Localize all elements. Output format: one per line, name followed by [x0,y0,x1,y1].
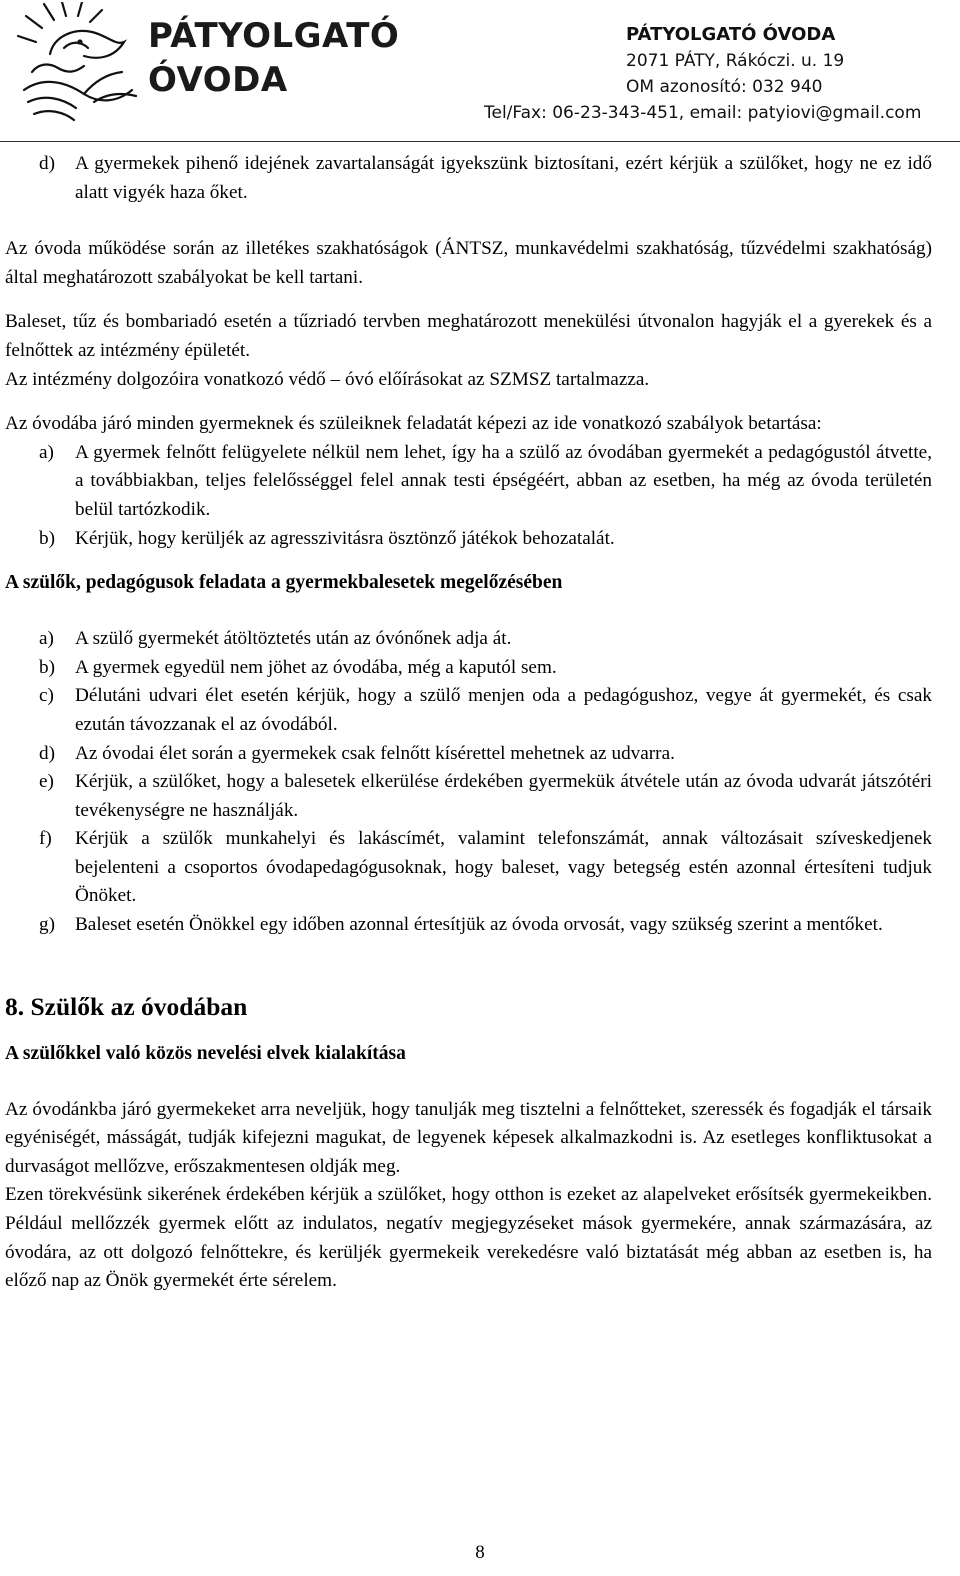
chapter-heading: 8. Szülők az óvodában [5,991,248,1021]
list-item-text: Baleset esetén Önökkel egy időben azonnal értesítjük az óvoda orvosát, vagy szükség szerint a mentőket. [75,914,883,936]
spacer [5,1024,932,1040]
logo-wordmark [148,14,399,102]
list-item-text: A szülő gyermekét átöltöztetés után az óvónőnek adja át. [75,628,512,650]
spacer [5,207,932,235]
document-body [5,150,932,1296]
spacer [5,1068,932,1096]
page-header [0,0,960,140]
contact-name: PÁTYOLGATÓ ÓVODA [626,24,836,45]
spacer [5,940,932,990]
list-item-label: d) [39,153,55,174]
list-item-text: Kérjük, a szülőket, hogy a balesetek elkerülése érdekében gyermekük átvétele után az óvoda udvarát játszótéri tevékenységre ne használják. [75,771,932,821]
contact-om-id: OM azonosító: 032 940 [626,77,823,97]
list-item [5,525,932,554]
paragraph-fire-drill: Baleset, tűz és bombariadó esetén a tűzriadó tervben meghatározott menekülési útvonalon hagyják el a gyerekek és a felnőttek az intézmény épületét. [5,311,932,361]
paragraph-principles-1: Az óvodánkba járó gyermekeket arra neveljük, hogy tanulják meg tisztelni a felnőtteket, szeressék és fogadják el társaik egyéniségét, másságát, tudják kifejezni magukat, de legyenek képesek alkalmazkodni is. Az esetleges konfliktusokat a durvaságot mellőzve, erőszakmentesen oldják meg. [5,1098,932,1177]
spacer [5,553,932,569]
list-item [5,682,932,739]
list-item-label: d) [39,742,55,764]
spacer [5,292,932,308]
list-item-label: b) [39,527,55,549]
list-item-text: A gyermek egyedül nem jöhet az óvodába, még a kaputól sem. [75,656,557,678]
list-item-label: c) [39,685,54,707]
list-item-text: Az óvodai élet során a gyermekek csak felnőtt kísérettel mehetnek az udvarra. [75,742,675,764]
list-item [5,911,932,940]
logo-line-1: PÁTYOLGATÓ [148,16,400,56]
list-item-text: A gyermek felnőtt felügyelete nélkül nem lehet, így ha a szülő az óvodában gyermekét a pedagógustól átvette, a továbbiakban, teljes felelősséggel felel annak testi épségéért, abban az esetben, ha még az óvoda területén belül tartózkodik. [75,441,932,520]
list-item-label: b) [39,656,55,678]
list-item-text: Kérjük, hogy kerüljék az agresszivitásra ösztönző játékok behozatalát. [75,527,615,549]
list-item-text: A gyermekek pihenő idejének zavartalanságát igyekszünk biztosítani, ezért kérjük a szülőket, hogy ne ez idő alatt vigyék haza őket. [75,153,932,203]
spacer [5,597,932,625]
section-heading-principles: A szülőkkel való közös nevelési elvek kialakítása [5,1042,406,1064]
list-item-text: Délutáni udvari élet esetén kérjük, hogy a szülő menjen oda a pedagógushoz, vegye át gyermekét, és csak ezután távozzanak el az óvodából. [75,685,932,735]
page-number: 8 [475,1542,485,1563]
list-item-label: a) [39,628,54,650]
contact-phone-email: Tel/Fax: 06-23-343-451, email: patyiovi@gmail.com [484,103,922,123]
section-heading-prevention: A szülők, pedagógusok feladata a gyermekbalesetek megelőzésében [5,572,563,594]
list-item-label: g) [39,914,55,936]
spacer [5,394,932,410]
list-item [5,740,932,769]
list-item [5,439,932,525]
paragraph-authorities: Az óvoda működése során az illetékes szakhatóságok (ÁNTSZ, munkavédelmi szakhatóság, tűzvédelmi szakhatóság) által meghatározott szabályokat be kell tartani. [5,238,932,288]
list-item [5,768,932,825]
list-item [5,150,932,207]
list-item [5,625,932,654]
hands-bird-logo-icon [14,2,164,124]
logo-line-2: ÓVODA [148,60,288,100]
list-item-label: f) [39,828,52,850]
paragraph-staff-rules: Az intézmény dolgozóira vonatkozó védő – óvó előírásokat az SZMSZ tartalmazza. [5,368,650,390]
list-item [5,825,932,911]
list-item-label: e) [39,771,54,793]
contact-address: 2071 PÁTY, Rákóczi. u. 19 [626,51,845,71]
paragraph-rules-intro: Az óvodába járó minden gyermeknek és szüleiknek feladatát képezi az ide vonatkozó szabályok betartása: [5,413,822,435]
paragraph-principles-2: Ezen törekvésünk sikerének érdekében kérjük a szülőket, hogy otthon is ezeket az alapelveket erősítsék gyermekeikben. Például mellőzzék gyermek előtt az indulatos, negatív megjegyzéseket mások gyermekére, annak származására, az óvodára, az ott dolgozó felnőttekre, és kerüljék gyermekeik verekedésre való biztatását még abban az esetben is, ha előző nap az Önök gyermekét érte sérelem. [5,1184,932,1292]
list-item-label: a) [39,441,54,463]
header-divider [0,141,960,142]
list-item [5,654,932,683]
list-item-text: Kérjük a szülők munkahelyi és lakáscímét, valamint telefonszámát, annak változásait szíveskedjenek bejelenteni a csoportos óvodapedagógusoknak, hogy baleset, vagy betegség estén azonnal értesíteni tudjuk Önöket. [75,828,932,907]
